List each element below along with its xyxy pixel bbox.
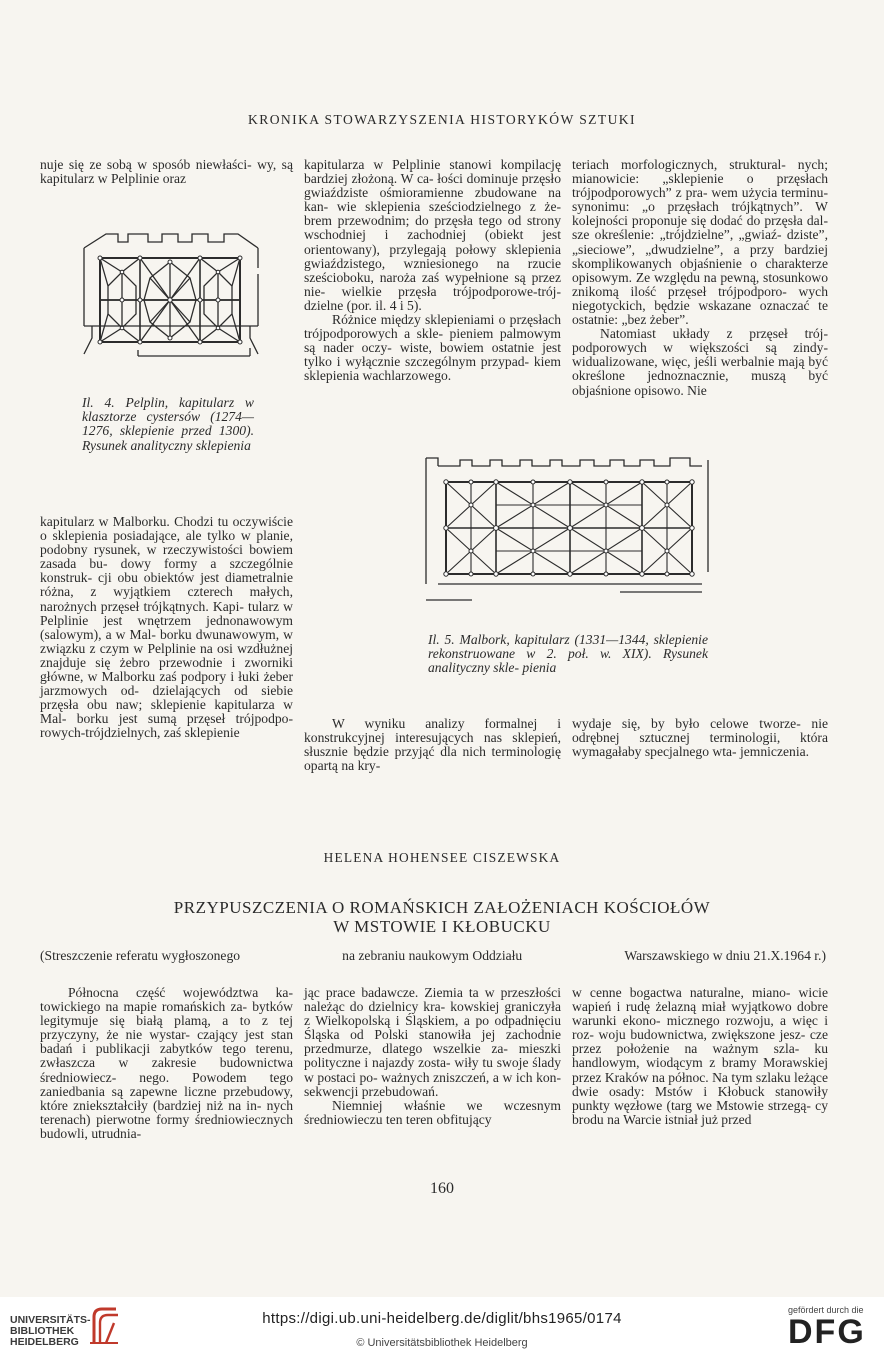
article-author: HELENA HOHENSEE CISZEWSKA xyxy=(323,850,561,865)
col1-bottom-text: kapitularz w Malborku. Chodzi tu oczywiście o sklepienia posiadające, ale tylko w planie, podobny rysunek, w rzeczywistości bowiem zasada bu- dowy formy a szczególnie konstruk- cji obu obiektów jest diametralnie różna, z wyjątkiem czterech małych, narożnych przęseł trójkątnych. Kapi- tularz w Pelplinie jest wnętrzem jednonawowym (salowym), a w Mal- borku dwunawowym, w związku z czym w Pelplinie na osi wzdłużnej znajduje się żebro przewodnie i zworniki główne, w Malborku zaś podpory i łuki żeber jarzmowych od- dzielających od siebie przęsła obu naw; sklepienie kapitularza w Mal- borku jest sumą przęseł trójpodpo- rowych-trójdzielnych, zaś sklepienie xyxy=(40,514,293,741)
figure-4-caption: Il. 4. Pelplin, kapitularz w klasztorze cystersów (1274—1276, sklepienie przed 1300). Rysunek analityczny sklepienia xyxy=(82,395,254,453)
article-col3-text: w cenne bogactwa naturalne, miano- wicie wapień i rudę żelazną miał wyjątkowo dobre warunki ekono- micznego rozwoju, a więc i roz- woju budownictwa, zwiększone jesz- cze przez położenie na ważnym szla- ku handlowym, wiodącym z bramy Morawskiej przez Kraków na północ. Na tym szlaku leżące dwie osady: Mstów i Kłobuck stanowiły punkty węzłowe (targ we Mstowie strzegą- cy brodu na Warcie istniał już przed xyxy=(572,985,828,1127)
library-name-line-3: HEIDELBERG xyxy=(10,1336,79,1348)
col1-top-text: nuje się ze sobą w sposób niewłaści- wy, są kapitularz w Pelplinie oraz xyxy=(40,157,293,187)
library-name-line-2: BIBLIOTHEK xyxy=(10,1325,75,1337)
article-title xyxy=(0,898,884,936)
figure-5-vault-drawing xyxy=(420,452,714,612)
article-title-line-1: PRZYPUSZCZENIA O ROMAŃSKICH ZAŁOŻENIACH KOŚCIOŁÓW xyxy=(173,898,711,917)
page-number: 160 xyxy=(430,1180,454,1197)
sponsor-label: gefördert durch die xyxy=(788,1305,864,1315)
running-header: KRONIKA STOWARZYSZENIA HISTORYKÓW SZTUKI xyxy=(248,112,636,127)
figure-4-vault-drawing xyxy=(78,228,264,368)
abstract-part-3: Warszawskiego w dniu 21.X.1964 r.) xyxy=(624,948,826,963)
abstract-part-2: na zebraniu naukowym Oddziału xyxy=(342,948,523,963)
col3-bottom-text: wydaje się, by było celowe tworze- nie odrębnej sztucznej terminologii, która wymagałaby specjalnego wta- jemniczenia. xyxy=(572,716,828,760)
article-col2-text: jąc prace badawcze. Ziemia ta w przeszłości należąc do dzielnicy kra- kowskiej graniczyła z Wielkopolską i Śląskiem, a po odpadnięciu Śląska od Polski stanowiła jej zachodnie przedmurze, dlatego wszelkie za- mieszki polityczne i najazdy zosta- wiły tu swoje ślady w postaci po- ważnych zniszczeń, a w ich kon- sekwencji przebudowań. Niemniej właśnie we wczesnym średniowieczu ten teren obfitujący xyxy=(304,985,561,1127)
col2-bottom-text: W wyniku analizy formalnej i konstrukcyjnej interesujących nas sklepień, słusznie będzie przyjąć dla nich terminologię opartą na kry- xyxy=(304,716,561,774)
col3-top-text: teriach morfologicznych, struktural- nych; mianowicie: „sklepienie o przęsłach trójpodporowych” z pra- wem użycia terminu-synonimu: „o przęsłach trójkątnych”. W kolejności proponuje się dodać do przęsła dal- sze określenie: „trójdzielne”, „gwiaź- dziste”, „sieciowe”, „dwudzielne”, a przy bardziej skomplikowanych objaśnienie o charakterze opisowym. Ze względu na pewną, stosunkowo znikomą ilość przęseł trójpodporo- wych niegotyckich, będzie wskazane oznaczać te ostatnie: „bez żeber”. Natomiast układy z przęseł trój- podporowych w większości są zindy- widualizowane, więc, jeśli werbalnie mają być określone jednoznacznie, muszą być objaśnione opisowo. Nie xyxy=(572,157,828,398)
footer-bar xyxy=(0,1297,884,1359)
article-title-line-2: W MSTOWIE I KŁOBUCKU xyxy=(333,917,551,936)
library-name-line-1: UNIVERSITÄTS- xyxy=(10,1314,91,1326)
copyright-notice: © Universitätsbibliothek Heidelberg xyxy=(356,1337,528,1349)
article-abstract-note xyxy=(40,948,826,964)
abstract-part-1: (Streszczenie referatu wygłoszonego xyxy=(40,948,241,963)
dfg-logo[interactable]: DFG xyxy=(788,1313,866,1351)
figure-5-caption: Il. 5. Malbork, kapitularz (1331—1344, sklepienie rekonstruowane w 2. poł. w. XIX). Rysunek analityczny skle- pienia xyxy=(428,632,708,676)
document-url-link[interactable]: https://digi.ub.uni-heidelberg.de/diglit/bhs1965/0174 xyxy=(262,1310,622,1327)
col2-top-text: kapitularza w Pelplinie stanowi kompilację bardziej złożoną. W ca- łości dominuje przęsło gwiaździste ośmioramienne zbudowane na kan- wie sklepienia sześciodzielnego z że- brem przewodnim; do przęsła tego od strony wschodniej i zachodniej (obiekt jest orientowany), przylegają połowy sklepienia gwiaździstego, wzniesionego na rzucie sześcioboku, naroża zaś wypełnione są przez nie- wielkie przęsła trójpodporowe-trój- dzielne (por. il. 4 i 5). Różnice między sklepieniami o przęsłach trójpodporowych a skle- pieniem palmowym są nader oczy- wiste, bowiem ostatnie jest tylko i wyłącznie szczególnym przypad- kiem sklepienia wachlarzowego. xyxy=(304,157,561,384)
article-col1-text: Północna część województwa ka- towickiego na mapie romańskich za- bytków legitymuje się białą plamą, a to z tej przyczyny, że nie wystar- czający jest stan badań i publikacji zabytków tego terenu, zwłaszcza w zakresie budownictwa średniowiecz- nego. Powodem tego zaniedbania są zapewne liczne przebudowy, które zniekształciły (bardziej niż na in- nych terenach) pierwotne formy średniowiecznych budowli, utrudnia- xyxy=(40,985,293,1141)
